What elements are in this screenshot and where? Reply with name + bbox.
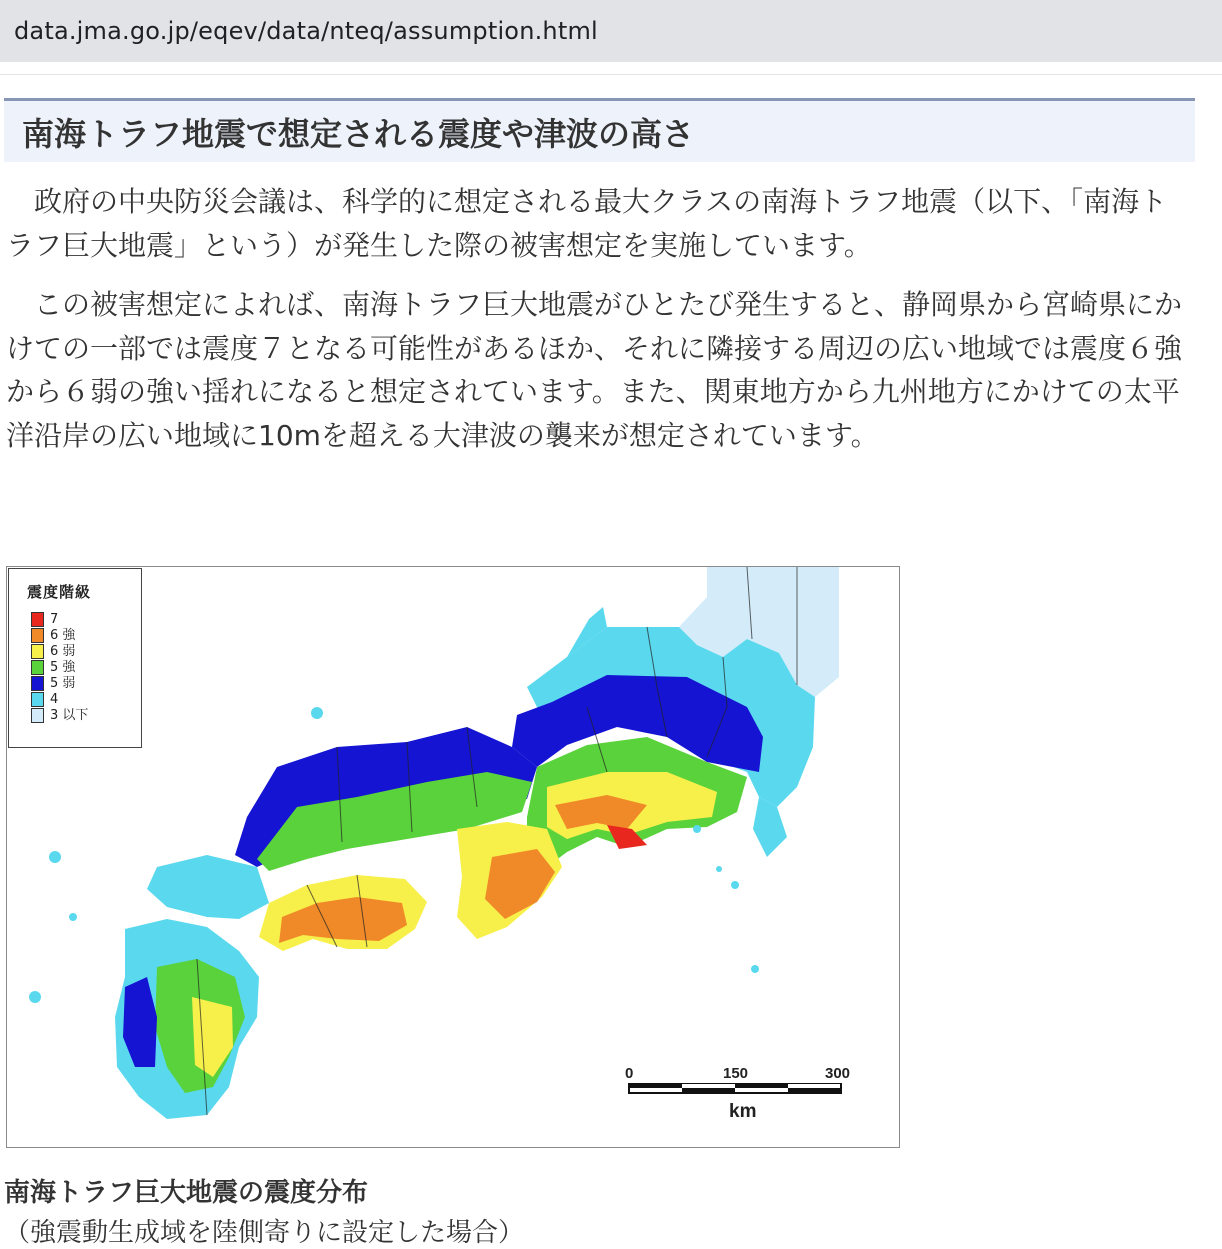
legend-item (31, 659, 75, 675)
legend-item (31, 691, 58, 707)
legend-swatch (31, 628, 44, 643)
intensity-legend (8, 568, 142, 748)
legend-swatch (31, 612, 44, 627)
legend-label: 6 弱 (50, 643, 76, 659)
legend-swatch (31, 644, 44, 659)
legend-title: 震度階級 (27, 583, 92, 601)
legend-label: 7 (50, 611, 59, 627)
legend-swatch (31, 660, 44, 675)
intro-paragraph: 政府の中央防災会議は、科学的に想定される最大クラスの南海トラフ地震（以下、「南海トラフ巨大地震」という）が発生した際の被害想定を実施しています。 (6, 185, 1168, 262)
legend-swatch (31, 692, 44, 707)
legend-item (31, 627, 75, 643)
legend-label: 5 強 (50, 659, 76, 675)
scale-tick-label: 0 (625, 1065, 634, 1082)
legend-item (31, 707, 88, 723)
figure-caption-subtitle: （強震動生成域を陸側寄りに設定した場合） (4, 1218, 525, 1248)
address-bar[interactable] (0, 0, 1222, 62)
seismic-intensity-map (6, 566, 900, 1148)
legend-swatch (31, 676, 44, 691)
toolbar-divider (0, 74, 1222, 75)
damage-paragraph: この被害想定によれば、南海トラフ巨大地震がひとたび発生すると、静岡県から宮崎県にかけての一部では震度７となる可能性があるほか、それに隣接する周辺の広い地域では震度６強から６弱の強い揺れになると想定されています。また、関東地方から九州地方にかけての太平洋沿岸の広い地域に10mを超える大津波の襲来が想定されています。 (6, 288, 1183, 452)
url-text: data.jma.go.jp/eqev/data/nteq/assumption.html (14, 17, 598, 45)
scale-tick-label: 150 (723, 1065, 749, 1082)
legend-label: 4 (50, 691, 59, 707)
page-heading: 南海トラフ地震で想定される震度や津波の高さ (4, 98, 1195, 162)
legend-label: 6 強 (50, 627, 76, 643)
scale-bar (625, 1061, 851, 1131)
legend-item (31, 611, 58, 627)
scale-unit: km (729, 1101, 757, 1122)
legend-swatch (31, 708, 44, 723)
legend-label: 5 弱 (50, 675, 76, 691)
legend-item (31, 643, 75, 659)
figure-caption-title: 南海トラフ巨大地震の震度分布 (4, 1178, 369, 1208)
legend-item (31, 675, 75, 691)
scale-tick-label: 300 (825, 1065, 851, 1082)
legend-label: 3 以下 (50, 707, 89, 723)
